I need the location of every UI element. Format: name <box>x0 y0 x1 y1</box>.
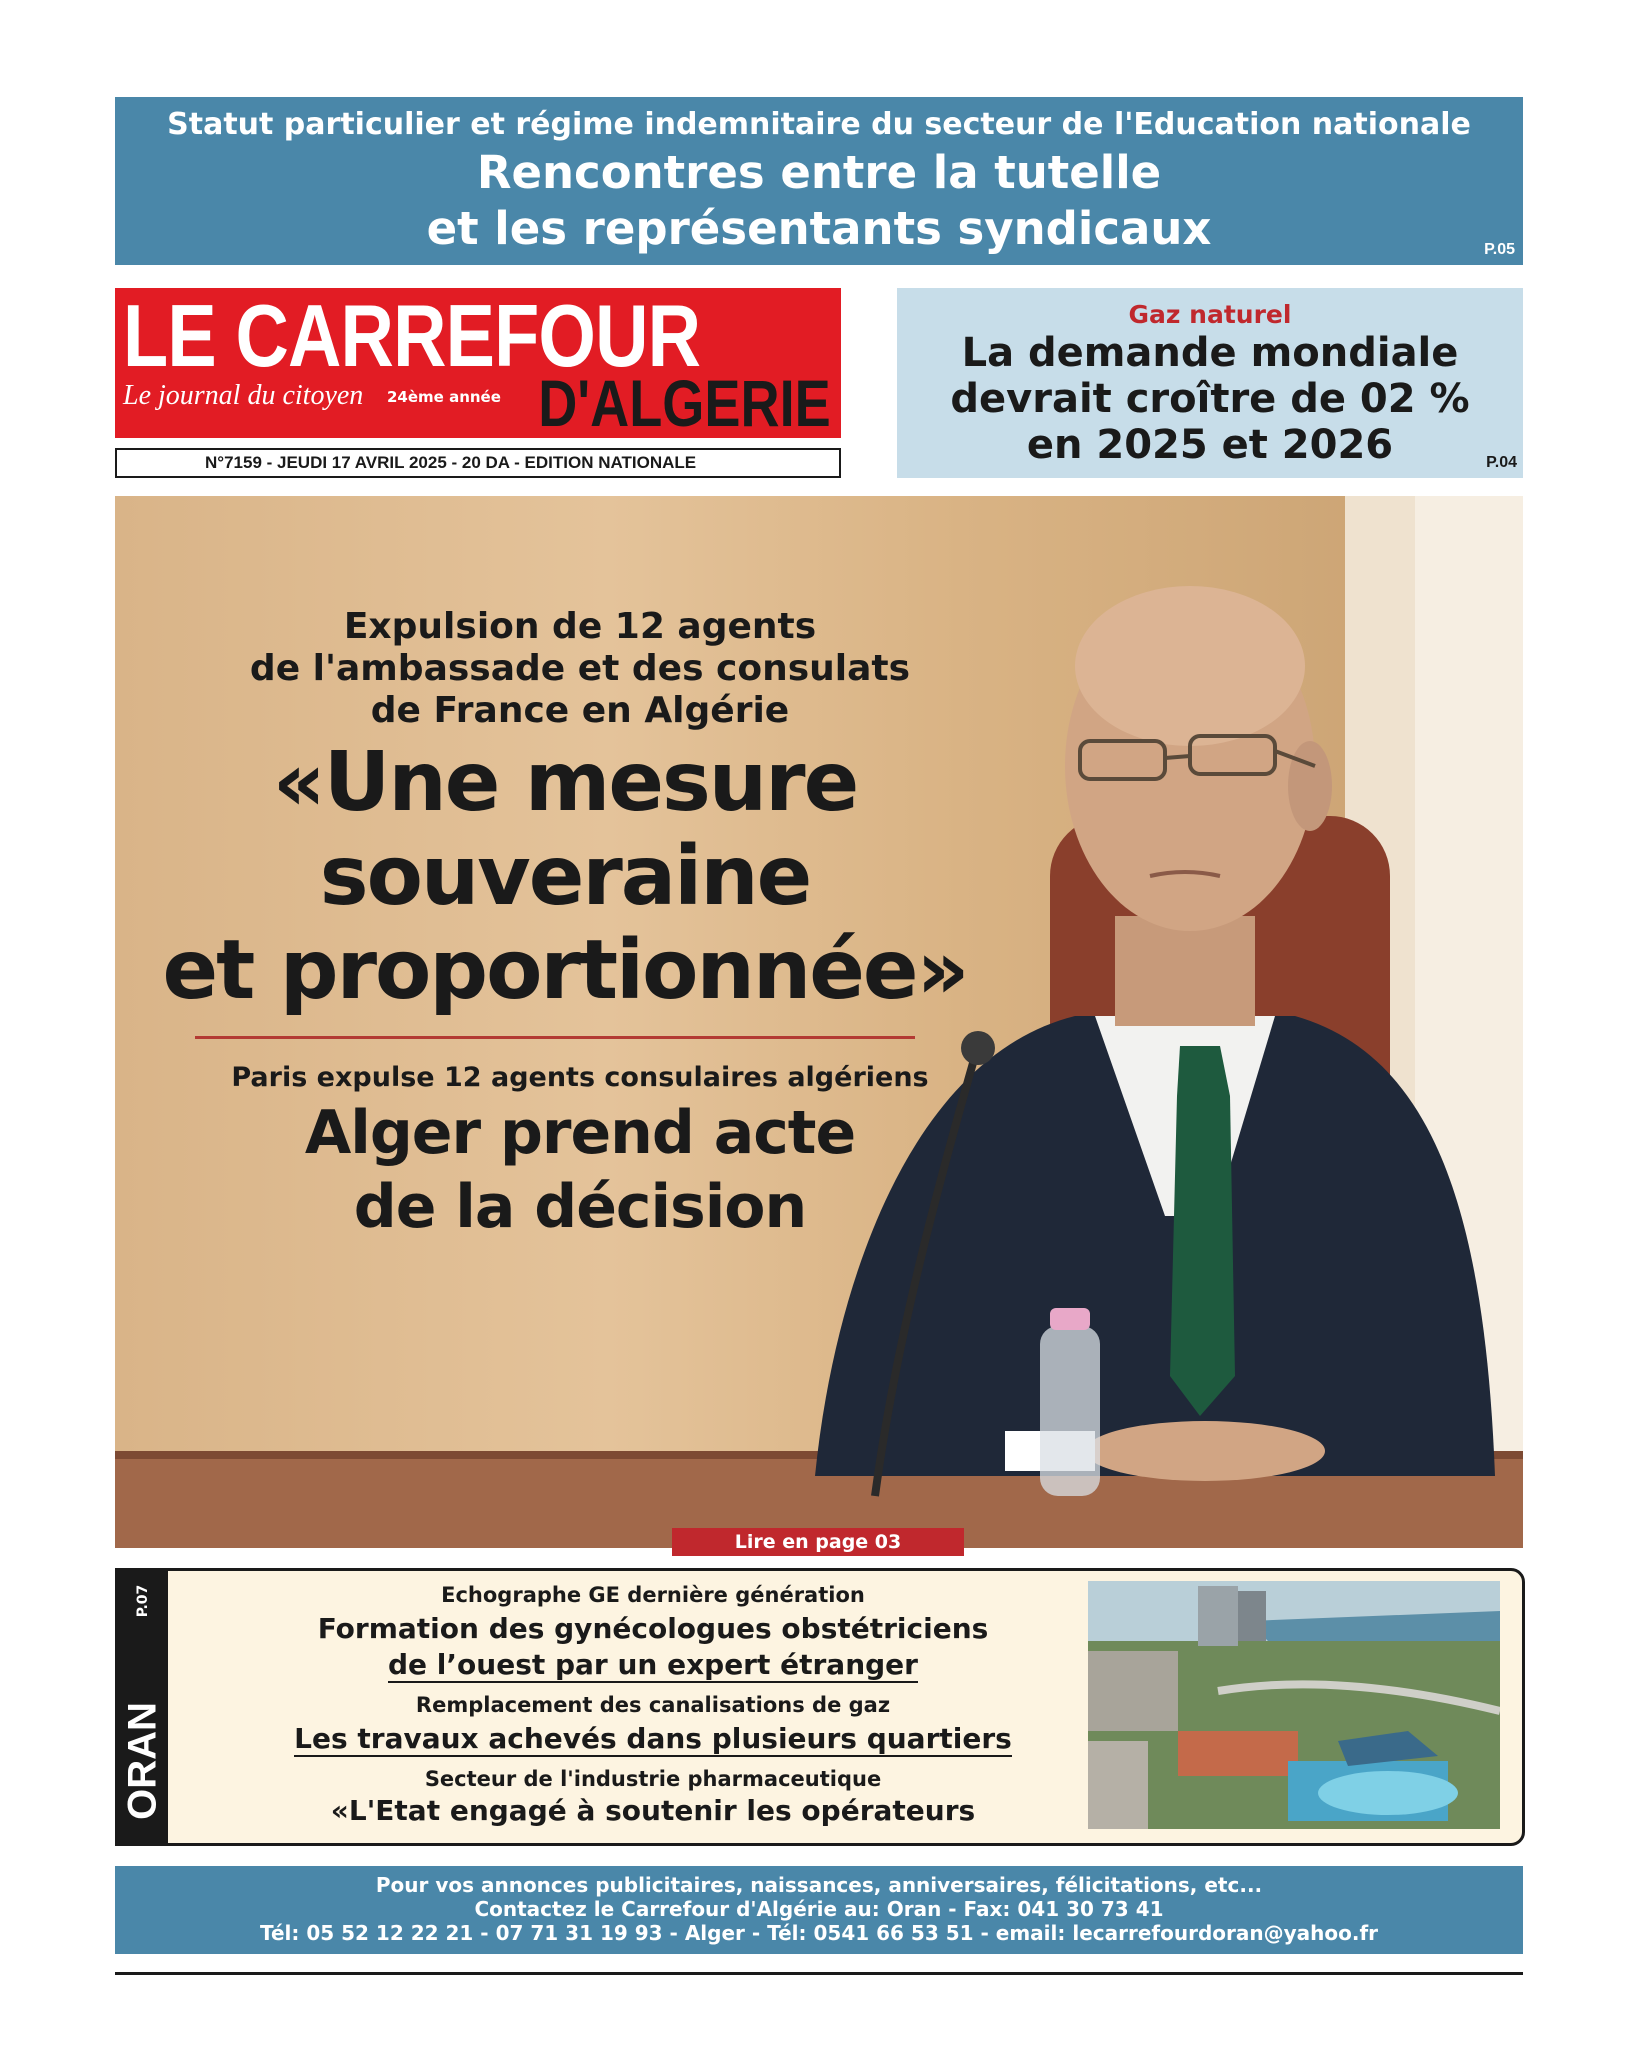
masthead-subtitle: D'ALGERIE <box>538 366 831 440</box>
second-story-kicker: Paris expulse 12 agents consulaires algériens <box>231 1062 929 1093</box>
second-headline-line2: de la décision <box>353 1172 807 1242</box>
gas-headline-line3: en 2025 et 2026 <box>1026 422 1394 468</box>
advertising-contact-banner <box>115 1866 1523 1954</box>
lead-story-kicker <box>175 606 985 732</box>
top-teaser-headline-line2: et les représentants syndicaux <box>426 202 1212 255</box>
top-teaser-kicker: Statut particulier et régime indemnitaire du secteur de l'Education nationale <box>167 107 1471 142</box>
oran-section-label: ORAN <box>120 1702 165 1820</box>
top-teaser-banner[interactable] <box>115 97 1523 265</box>
oran-page-ref: P.07 <box>135 1584 151 1618</box>
oran-city-photo <box>1088 1581 1500 1829</box>
lead-story-headline <box>115 736 1015 1018</box>
second-headline-line1: Alger prend acte <box>304 1098 856 1168</box>
oran-sidebar <box>118 1571 168 1843</box>
oran-story2-kicker: Remplacement des canalisations de gaz <box>415 1693 891 1717</box>
gas-teaser-kicker: Gaz naturel <box>1128 300 1292 329</box>
gas-teaser-box[interactable] <box>897 288 1523 478</box>
contact-line2: Contactez le Carrefour d'Algérie au: Oran - Fax: 041 30 73 41 <box>474 1897 1164 1921</box>
second-story-headline <box>155 1096 1005 1244</box>
masthead-title: LE CARREFOUR <box>123 286 701 385</box>
oran-section-box[interactable] <box>115 1568 1525 1846</box>
top-teaser-headline-line1: Rencontres entre la tutelle <box>476 146 1162 199</box>
masthead-logo[interactable] <box>115 288 841 438</box>
read-more-link[interactable]: Lire en page 03 <box>672 1528 964 1556</box>
contact-line3: Tél: 05 52 12 22 21 - 07 71 31 19 93 - Alger - Tél: 0541 66 53 51 - email: lecarrefourdoran@yahoo.fr <box>259 1921 1379 1945</box>
masthead-year: 24ème année <box>387 388 501 406</box>
gas-page-ref: P.04 <box>1486 454 1517 471</box>
masthead-tagline: Le journal du citoyen <box>123 380 364 411</box>
gas-teaser-headline <box>897 330 1523 468</box>
lead-kicker-line1: Expulsion de 12 agents <box>343 606 817 647</box>
oran-story3-headline[interactable]: «L'Etat engagé à soutenir les opérateurs <box>330 1794 976 1827</box>
lead-kicker-line3: de France en Algérie <box>370 690 790 731</box>
top-teaser-page-ref: P.05 <box>1484 241 1515 258</box>
edition-info: N°7159 - JEUDI 17 AVRIL 2025 - 20 DA - EDITION NATIONALE <box>205 453 697 472</box>
lead-story-divider <box>195 1036 915 1039</box>
oran-story1-headline-line2[interactable]: de l’ouest par un expert étranger <box>388 1648 918 1681</box>
lead-headline-line3: et proportionnée» <box>162 923 968 1018</box>
lead-headline-line1: «Une mesure <box>272 735 858 830</box>
oran-story1-kicker: Echographe GE dernière génération <box>441 1583 865 1607</box>
contact-line1: Pour vos annonces publicitaires, naissances, anniversaires, félicitations, etc... <box>375 1873 1263 1897</box>
bottom-divider <box>115 1972 1523 1975</box>
lead-headline-line2: souveraine <box>319 829 811 924</box>
lead-kicker-line2: de l'ambassade et des consulats <box>249 648 911 689</box>
lead-story[interactable] <box>115 496 1523 1548</box>
gas-headline-line2: devrait croître de 02 % <box>950 376 1470 422</box>
oran-story2-headline[interactable]: Les travaux achevés dans plusieurs quartiers <box>294 1722 1012 1755</box>
oran-story1-headline-line1[interactable]: Formation des gynécologues obstétriciens <box>317 1612 989 1645</box>
oran-story3-kicker: Secteur de l'industrie pharmaceutique <box>424 1767 882 1791</box>
edition-info-bar <box>115 448 841 478</box>
top-teaser-headline <box>115 145 1523 257</box>
gas-headline-line1: La demande mondiale <box>961 330 1459 376</box>
